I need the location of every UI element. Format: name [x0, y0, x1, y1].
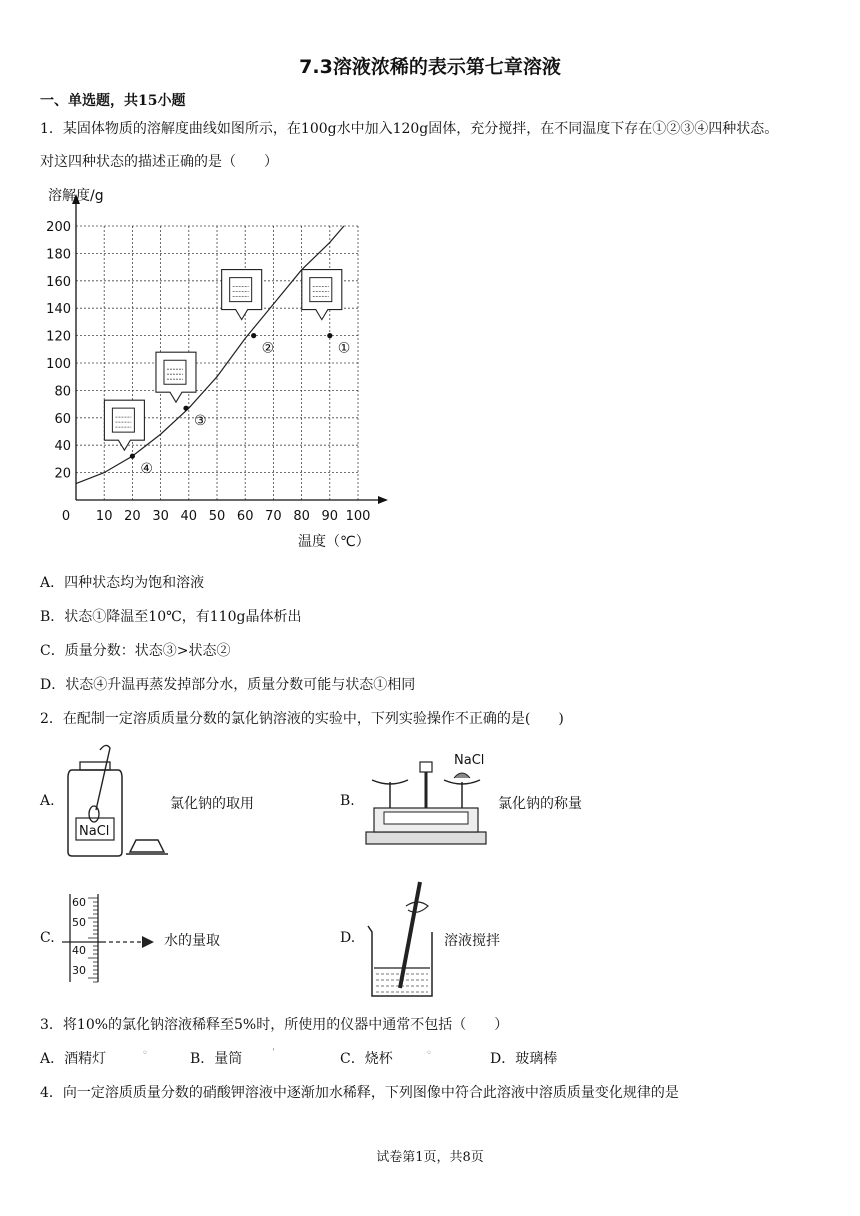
x-tick-label: 20 [124, 509, 141, 524]
state-point-label: ① [337, 340, 351, 357]
q1-option-c[interactable]: C．质量分数：状态③>状态② [40, 643, 231, 659]
balance-label: NaCl [454, 753, 485, 768]
q3-option-a-dot: ◦ [142, 1048, 148, 1059]
q2-option-b-letter[interactable]: B. [340, 793, 355, 809]
q2-stem: 2．在配制一定溶质质量分数的氯化钠溶液的实验中，下列实验操作不正确的是( ) [40, 711, 564, 727]
section-heading: 一、单选题，共15小题 [40, 93, 186, 109]
y-tick-label: 60 [54, 411, 71, 427]
y-axis-label: 溶解度/g [48, 188, 104, 204]
q3-option-c-dot: ◦ [426, 1048, 432, 1059]
y-tick-label: 120 [46, 329, 71, 345]
x-tick-label: 90 [321, 509, 339, 524]
state-point-label: ③ [193, 413, 207, 430]
beaker-stirring-illustration [362, 876, 442, 1000]
balance-illustration [360, 748, 492, 848]
q3-stem: 3．将10%的氯化钠溶液稀释至5%时，所使用的仪器中通常不包括（ ） [40, 1017, 509, 1033]
q1-stem-line1: 1．某固体物质的溶解度曲线如图所示，在100g水中加入120g固体，充分搅拌，在不同温度下存在①②③④四种状态。 [40, 121, 779, 137]
state-point-label: ② [261, 340, 275, 357]
x-tick-label: 60 [236, 509, 254, 524]
solubility-chart [40, 180, 390, 555]
x-tick-label: 40 [180, 509, 198, 524]
y-tick-label: 160 [46, 274, 71, 290]
q2-option-d-caption: 溶液搅拌 [444, 933, 500, 949]
x-tick-label: 30 [152, 509, 169, 524]
x-axis-arrow [378, 496, 388, 504]
q3-option-c[interactable]: C．烧杯 [340, 1051, 393, 1067]
q2-option-d-letter[interactable]: D. [340, 930, 356, 946]
beaker-callout-1 [302, 270, 342, 320]
x-tick-label: 80 [293, 509, 310, 524]
y-tick-label: 140 [46, 302, 71, 318]
beaker-callouts [104, 270, 341, 451]
eye-icon [142, 936, 154, 948]
state-point-label: ④ [140, 461, 153, 478]
x-tick-label: 0 [61, 509, 71, 524]
y-tick-label: 200 [46, 220, 71, 235]
y-tick-label: 40 [54, 439, 71, 455]
q3-option-b-dot: ˈ [272, 1048, 275, 1059]
bottle-label: NaCl [79, 824, 110, 839]
chart-grid [76, 226, 358, 500]
cylinder-ticks [88, 898, 98, 982]
cylinder-tick-50: 50 [72, 916, 86, 929]
x-tick-label: 70 [265, 509, 282, 524]
q2-option-c-letter[interactable]: C. [40, 930, 55, 946]
cylinder-tick-40: 40 [72, 944, 86, 957]
y-tick-label: 180 [46, 247, 71, 263]
x-axis-label: 温度（℃） [298, 534, 370, 550]
page-title: 7.3溶液浓稀的表示第七章溶液 [299, 56, 561, 78]
state-point [183, 406, 188, 411]
q1-option-b[interactable]: B．状态①降温至10℃，有110g晶体析出 [40, 609, 302, 625]
beaker-callout-3 [156, 352, 196, 402]
reagent-bottle-illustration [62, 740, 174, 860]
q2-option-b-caption: 氯化钠的称量 [498, 796, 582, 812]
state-point [327, 333, 332, 338]
q2-option-c-caption: 水的量取 [164, 933, 220, 949]
cylinder-tick-30: 30 [72, 964, 86, 977]
cylinder-tick-60: 60 [72, 896, 86, 909]
beaker-callout-4 [104, 400, 144, 450]
chart-ticks [46, 220, 370, 524]
q1-stem-line2: 对这四种状态的描述正确的是（ ） [40, 154, 278, 170]
q2-option-a-letter[interactable]: A. [40, 793, 55, 809]
q1-option-d[interactable]: D．状态④升温再蒸发掉部分水，质量分数可能与状态①相同 [40, 677, 416, 693]
q2-option-a-caption: 氯化钠的取用 [170, 796, 254, 812]
q3-option-d[interactable]: D．玻璃棒 [490, 1051, 558, 1067]
y-tick-label: 80 [54, 384, 71, 400]
x-tick-label: 10 [95, 509, 113, 524]
q4-stem: 4．向一定溶质质量分数的硝酸钾溶液中逐渐加水稀释，下列图像中符合此溶液中溶质质量变化规律的是 [40, 1085, 679, 1101]
state-point [130, 454, 135, 459]
q3-option-a[interactable]: A．酒精灯 [40, 1051, 107, 1067]
y-tick-label: 100 [46, 357, 71, 372]
beaker-callout-2 [222, 270, 262, 320]
graduated-cylinder-illustration [62, 892, 162, 984]
q3-option-b[interactable]: B．量筒 [190, 1051, 243, 1067]
q1-option-a[interactable]: A．四种状态均为饱和溶液 [40, 575, 205, 591]
page-footer: 试卷第1页，共8页 [376, 1150, 484, 1165]
y-tick-label: 20 [54, 466, 71, 482]
x-tick-label: 50 [208, 509, 226, 524]
state-point [251, 333, 256, 338]
x-tick-label: 100 [345, 509, 371, 524]
